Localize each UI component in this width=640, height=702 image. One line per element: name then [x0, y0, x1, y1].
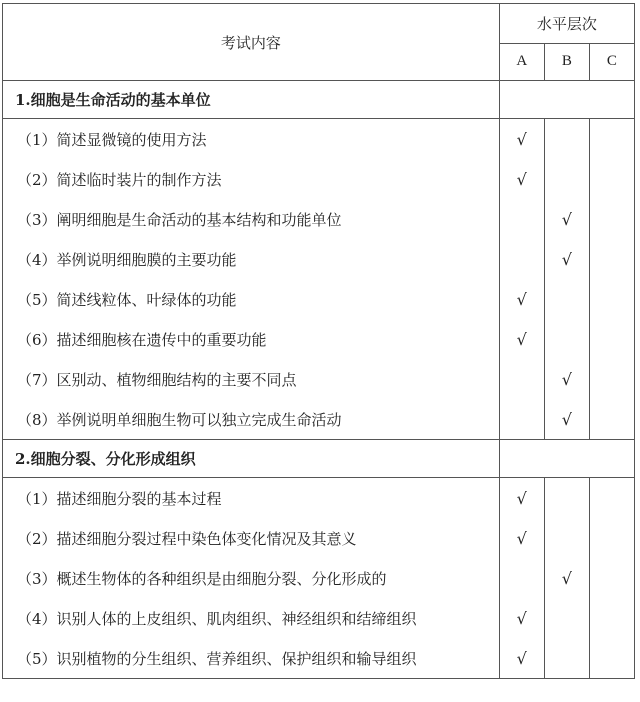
item-text: （6）描述细胞核在遗传中的重要功能 — [3, 319, 500, 359]
level-b-mark — [544, 478, 589, 519]
item-text: （7）区别动、植物细胞结构的主要不同点 — [3, 359, 500, 399]
level-c-mark — [589, 638, 634, 679]
level-b-mark — [544, 119, 589, 160]
level-column-header: 水平层次 — [499, 4, 634, 44]
level-b-mark: √ — [544, 399, 589, 440]
table-row — [3, 319, 635, 359]
level-a-mark: √ — [499, 598, 544, 638]
level-a-mark — [499, 239, 544, 279]
level-c-mark — [589, 558, 634, 598]
level-a-mark — [499, 399, 544, 440]
level-c-mark — [589, 478, 634, 519]
item-text: （3）阐明细胞是生命活动的基本结构和功能单位 — [3, 199, 500, 239]
table-row — [3, 279, 635, 319]
level-a-mark: √ — [499, 119, 544, 160]
level-a-mark: √ — [499, 319, 544, 359]
level-c-mark — [589, 199, 634, 239]
item-text: （5）简述线粒体、叶绿体的功能 — [3, 279, 500, 319]
level-c-mark — [589, 359, 634, 399]
item-text: （1）简述显微镜的使用方法 — [3, 119, 500, 160]
table-row — [3, 518, 635, 558]
table-row — [3, 399, 635, 440]
item-text: （4）识别人体的上皮组织、肌肉组织、神经组织和结缔组织 — [3, 598, 500, 638]
section-level-cell — [499, 81, 634, 119]
level-b-mark — [544, 319, 589, 359]
level-c-mark — [589, 279, 634, 319]
table-row — [3, 159, 635, 199]
level-c-mark — [589, 518, 634, 558]
table-row — [3, 638, 635, 679]
level-c-mark — [589, 399, 634, 440]
level-b-mark: √ — [544, 558, 589, 598]
item-text: （1）描述细胞分裂的基本过程 — [3, 478, 500, 519]
item-text: （8）举例说明单细胞生物可以独立完成生命活动 — [3, 399, 500, 440]
item-text: （3）概述生物体的各种组织是由细胞分裂、分化形成的 — [3, 558, 500, 598]
section-row — [3, 440, 635, 478]
section-row — [3, 81, 635, 119]
level-a-header: A — [499, 43, 544, 81]
level-a-mark — [499, 558, 544, 598]
table-row — [3, 598, 635, 638]
level-b-mark — [544, 279, 589, 319]
level-b-mark — [544, 638, 589, 679]
level-b-mark — [544, 518, 589, 558]
table-body — [3, 81, 635, 679]
content-column-header: 考试内容 — [3, 4, 500, 81]
level-b-mark — [544, 598, 589, 638]
table-row — [3, 199, 635, 239]
level-c-mark — [589, 119, 634, 160]
level-a-mark: √ — [499, 478, 544, 519]
table-row — [3, 119, 635, 160]
item-text: （2）描述细胞分裂过程中染色体变化情况及其意义 — [3, 518, 500, 558]
level-b-mark: √ — [544, 359, 589, 399]
level-c-mark — [589, 159, 634, 199]
section-level-cell — [499, 440, 634, 478]
level-a-mark: √ — [499, 159, 544, 199]
level-c-mark — [589, 239, 634, 279]
section-title: 1.细胞是生命活动的基本单位 — [3, 81, 500, 119]
level-a-mark — [499, 199, 544, 239]
table-row — [3, 558, 635, 598]
level-a-mark: √ — [499, 638, 544, 679]
section-title: 2.细胞分裂、分化形成组织 — [3, 440, 500, 478]
level-c-mark — [589, 319, 634, 359]
table-row — [3, 359, 635, 399]
level-c-header: C — [589, 43, 634, 81]
table-row — [3, 239, 635, 279]
item-text: （5）识别植物的分生组织、营养组织、保护组织和输导组织 — [3, 638, 500, 679]
level-c-mark — [589, 598, 634, 638]
level-a-mark: √ — [499, 518, 544, 558]
curriculum-table — [2, 3, 635, 679]
level-b-mark: √ — [544, 199, 589, 239]
level-a-mark — [499, 359, 544, 399]
level-a-mark: √ — [499, 279, 544, 319]
level-b-mark — [544, 159, 589, 199]
level-b-mark: √ — [544, 239, 589, 279]
table-row — [3, 478, 635, 519]
level-b-header: B — [544, 43, 589, 81]
item-text: （2）简述临时装片的制作方法 — [3, 159, 500, 199]
item-text: （4）举例说明细胞膜的主要功能 — [3, 239, 500, 279]
